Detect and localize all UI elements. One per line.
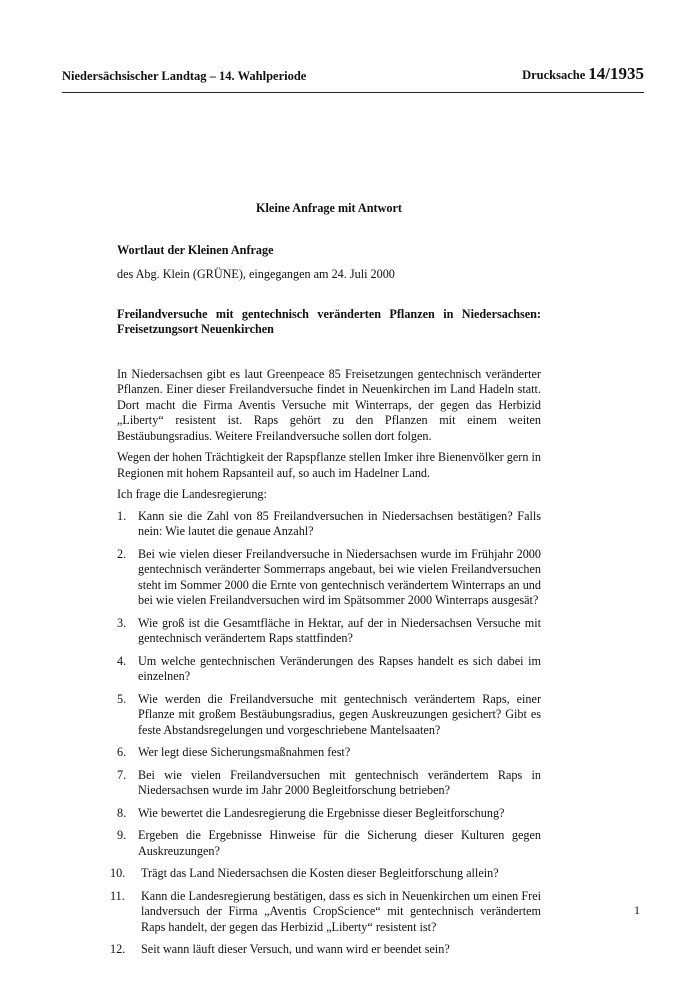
question-text: Um welche gentechnischen Veränderungen des Rapses handelt es sich dabei im einzelnen? — [138, 653, 541, 683]
question-item — [110, 942, 541, 958]
byline: des Abg. Klein (GRÜNE), eingegangen am 24. Juli 2000 — [117, 267, 395, 281]
question-item — [110, 888, 541, 936]
question-number: 3. — [117, 615, 127, 630]
question-item — [117, 806, 541, 822]
question-number: 10. — [110, 866, 126, 880]
question-number: 9. — [117, 828, 127, 842]
question-item — [117, 768, 541, 799]
question-item — [117, 509, 541, 540]
question-text: Wie bewertet die Landesregierung die Ergebnisse dieser Begleitforschung? — [138, 805, 505, 820]
inquiry-topic: Freilandversuche mit gentechnisch veränderten Pflanzen in Niedersachsen: Freisetzungsort Neuenkirchen — [117, 306, 541, 336]
question-text: Wie groß ist die Gesamtfläche in Hektar, auf der in Niedersachsen Versuche mit gentechnisch verändertem Raps stattfinden? — [138, 615, 541, 645]
question-number: 7. — [117, 767, 127, 782]
question-lead: Ich frage die Landesregierung: — [117, 487, 267, 501]
question-item — [117, 547, 541, 609]
question-text: Seit wann läuft dieser Versuch, und wann wird er beendet sein? — [141, 942, 450, 956]
question-item — [117, 616, 541, 647]
question-text: Wie werden die Freilandversuche mit gentechnisch verändertem Raps, einer Pflanze mit großem Bestäubungsradius, gegen Auskreuzungen gesichert? Gibt es feste Abstandsregelungen und vorgeschriebene Mantelsaaten? — [138, 691, 541, 737]
question-number: 1. — [117, 508, 127, 523]
question-text: Kann sie die Zahl von 85 Freilandversuchen in Niedersachsen bestätigen? Falls nein: Wie lautet die genaue Anzahl? — [138, 508, 541, 538]
question-number: 8. — [117, 805, 127, 820]
question-text: Bei wie vielen Freilandversuchen mit gentechnisch verändertem Raps in Niedersachsen wurde im Jahr 2000 Begleitforschung betrieben? — [138, 767, 541, 797]
document-type: Kleine Anfrage mit Antwort — [256, 201, 402, 215]
question-number: 2. — [117, 546, 127, 561]
intro-paragraph: In Niedersachsen gibt es laut Greenpeace 85 Freisetzungen gentechnisch veränderter Pflanzen. Einer dieser Freilandversuche findet in Neuenkirchen im Land Hadeln statt. Dort macht die Firma Aventis Versuche mit Winterraps, der gegen das Herbizid „Liberty“ resistent ist. Raps gehört zu den Pflanzen mit einem weiten Bestäubungsradius. Weitere Freilandversuche sollen dort folgen. — [117, 366, 541, 443]
document-body — [110, 201, 541, 965]
page-number: 1 — [634, 903, 640, 917]
intro-paragraph: Wegen der hohen Trächtigkeit der Rapspflanze stellen Imker ihre Bienenvölker gern in Regionen mit hohem Rapsanteil auf, so auch im Hadelner Land. — [117, 450, 541, 480]
question-number: 4. — [117, 653, 127, 668]
section-title: Wortlaut der Kleinen Anfrage — [117, 242, 274, 257]
question-number: 12. — [110, 942, 126, 956]
document-id — [522, 64, 644, 84]
question-text: Bei wie vielen dieser Freilandversuche in Niedersachsen wurde im Frühjahr 2000 gentechnisch veränderter Sommerraps angebaut, bei wie vielen Freilandversuchen steht im Sommer 2000 die Ernte von gentechnisch verändertem Winterraps an und bei wie vielen Freilandversuchen wird im Spätsommer 2000 Winterraps ausgesät? — [138, 546, 541, 607]
question-number: 5. — [117, 691, 127, 706]
document-label: Drucksache — [522, 68, 586, 82]
header-rule — [62, 92, 644, 93]
question-text: Wer legt diese Sicherungsmaßnahmen fest? — [138, 745, 351, 759]
question-list — [110, 508, 541, 958]
question-text: Kann die Landesregierung bestätigen, dass es sich in Neuenkirchen um einen Frei landversuch der Firma „Aventis CropScience“ mit gentechnisch verändertem Raps handelt, der gegen das Herbizid „Liberty“ resistent ist? — [141, 888, 541, 934]
question-item — [117, 745, 541, 761]
question-number: 6. — [117, 745, 127, 759]
document-number: 14/1935 — [588, 64, 644, 83]
question-item — [117, 692, 541, 739]
question-item — [117, 654, 541, 685]
parliament-title: Niedersächsischer Landtag – 14. Wahlperiode — [62, 69, 307, 83]
question-number: 11. — [110, 888, 125, 903]
question-item — [117, 828, 541, 859]
question-text: Trägt das Land Niedersachsen die Kosten dieser Begleitforschung allein? — [141, 866, 499, 880]
question-item — [110, 866, 541, 882]
question-text: Ergeben die Ergebnisse Hinweise für die Sicherung dieser Kulturen gegen Auskreuzungen? — [138, 828, 541, 858]
page-header — [62, 64, 644, 88]
